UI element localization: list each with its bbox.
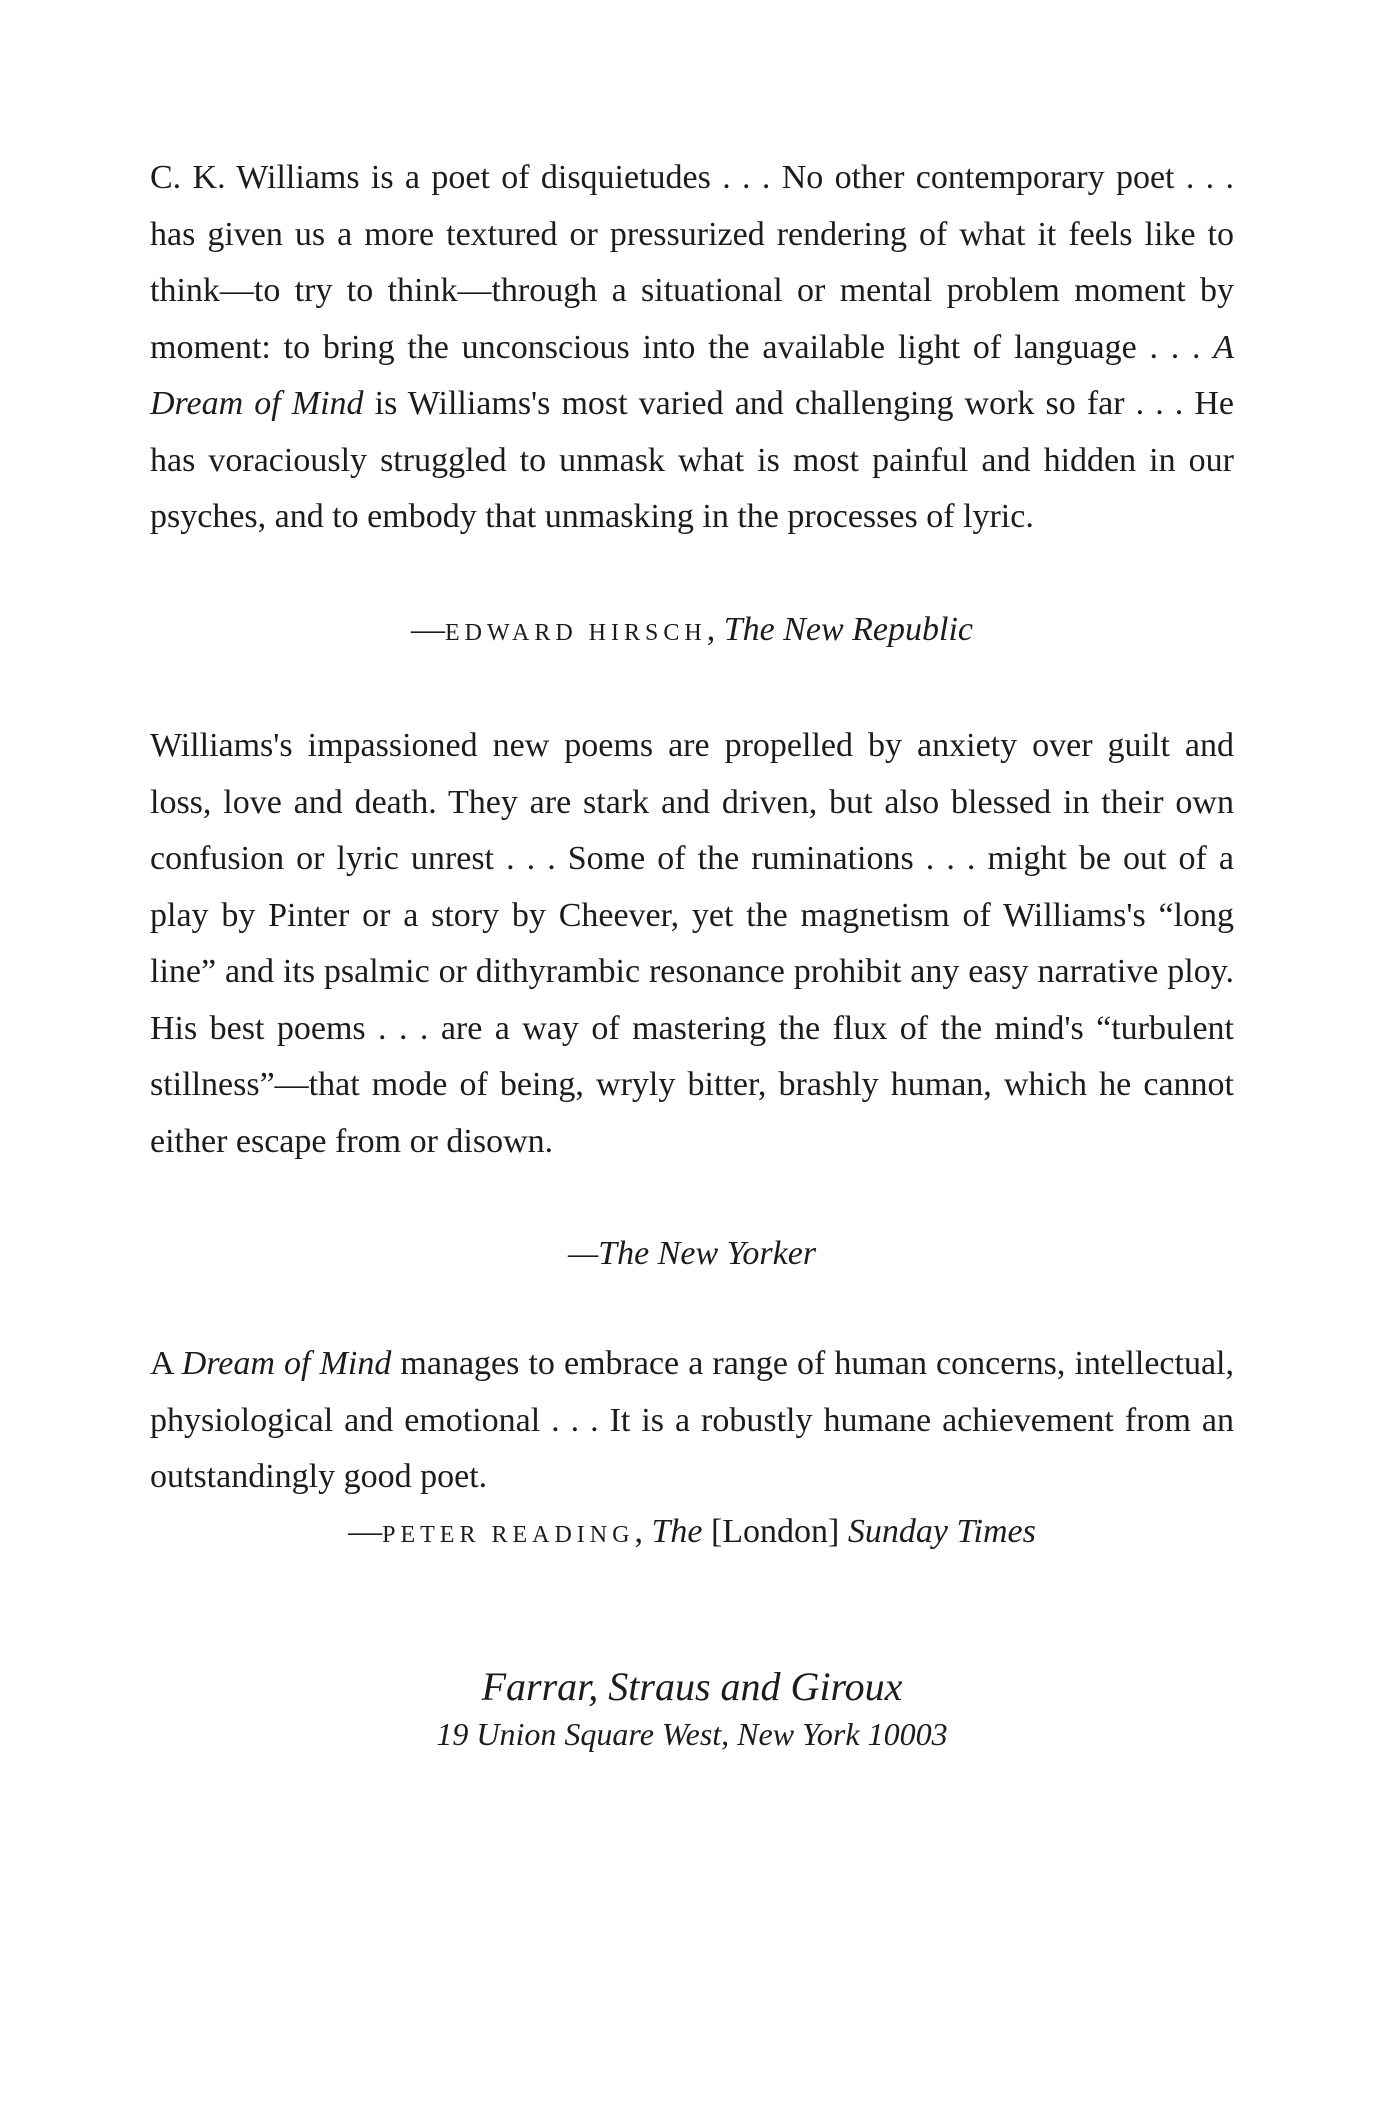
quote-hirsch-book-title: A Dream of Mind xyxy=(150,328,1234,422)
attribution-source-city: [London] xyxy=(702,1513,848,1550)
quote-hirsch xyxy=(150,150,1234,546)
attribution-reading xyxy=(150,1504,1234,1563)
attribution-source-article: The xyxy=(651,1513,703,1550)
attribution-separator: , xyxy=(634,1513,652,1550)
quote-reading-text-start: A xyxy=(150,1345,182,1382)
quote-new-yorker xyxy=(150,718,1234,1170)
attribution-name: EDWARD HIRSCH xyxy=(445,620,707,646)
attribution-dash: — xyxy=(348,1513,383,1550)
attribution-source: The New Republic xyxy=(723,611,973,648)
quote-reading-book-title: Dream of Mind xyxy=(181,1345,392,1382)
publisher-name: Farrar, Straus and Giroux xyxy=(481,1664,903,1709)
attribution-separator: , xyxy=(706,611,724,648)
attribution-new-yorker xyxy=(150,1226,1234,1282)
quote-reading-text-end: manages to embrace a range of human concerns, intellectual, physiological and emotional . . . It is a robustly humane achievement from an outstandingly good poet. xyxy=(150,1345,1234,1495)
quote-reading xyxy=(150,1336,1234,1506)
quote-new-yorker-text: Williams's impassioned new poems are propelled by anxiety over guilt and loss, love and death. They are stark and driven, but also blessed in their own confusion or lyric unrest . . . Some of the ruminations . . . might be out of a play by Pinter or a story by Cheever, yet the magnetism of Williams's “long line” and its psalmic or dithyrambic resonance prohibit any easy narrative ploy. His best poems . . . are a way of mastering the flux of the mind's “turbulent stillness”—that mode of being, wryly bitter, brashly human, which he cannot either escape from or disown. xyxy=(150,727,1234,1160)
attribution-name: PETER READING xyxy=(382,1522,635,1548)
attribution-source: —The New Yorker xyxy=(567,1235,817,1272)
attribution-source-title: Sunday Times xyxy=(847,1513,1036,1550)
publisher-address: 19 Union Square West, New York 10003 xyxy=(436,1716,948,1752)
attribution-hirsch xyxy=(150,602,1234,661)
quote-hirsch-text-start: C. K. Williams is a poet of disquietudes . . . No other contemporary poet . . . has given us a more textured or pressurized rendering of what it feels like to think—to try to think—through a situational or mental problem moment by moment: to bring the unconscious into the available light of language . . . xyxy=(150,159,1234,366)
attribution-dash: — xyxy=(411,611,445,648)
quote-hirsch-text-end: is Williams's most varied and challenging work so far . . . He has voraciously struggled to unmask what is most painful and hidden in our psyches, and to embody that unmasking in the processes of lyric. xyxy=(150,385,1235,535)
